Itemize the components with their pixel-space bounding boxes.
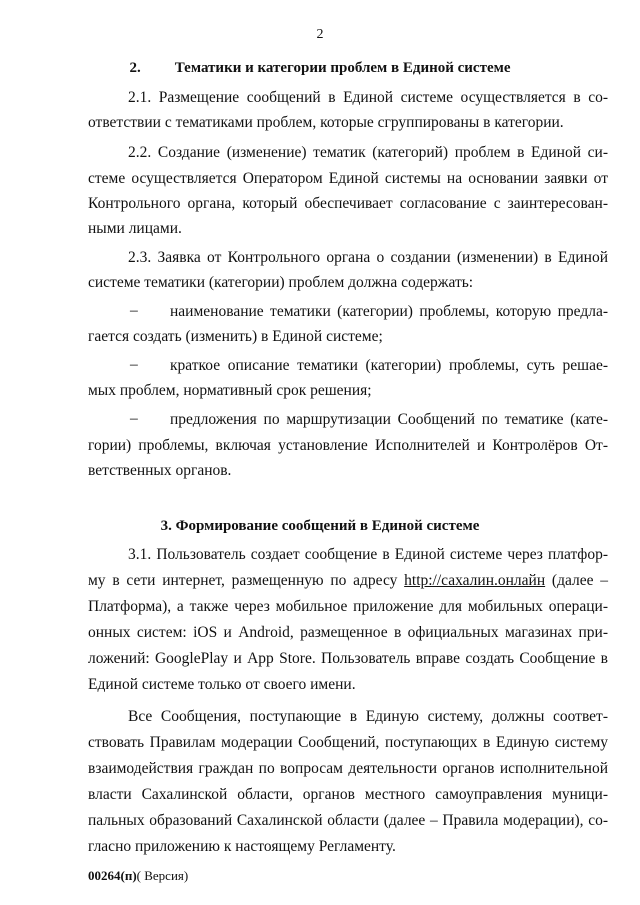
bullet-line: краткое описание тематики (категории) проблемы, суть решае- bbox=[170, 357, 608, 374]
bullet-line: ветственных органов. bbox=[88, 462, 232, 479]
bullet-dash: – bbox=[130, 410, 138, 427]
paragraph-3-1-text: (далее – bbox=[545, 572, 608, 589]
paragraph-3-1-text: му в сети интернет, размещенную по адресу bbox=[88, 572, 405, 589]
bullet-line: предложения по маршрутизации Сообщений по тематике (кате- bbox=[170, 411, 608, 428]
paragraph-3-1-line: онных систем: iOS и Android, размещенное в официальных магазинах при- bbox=[88, 624, 608, 641]
paragraph-2-2-line: 2.2. Создание (изменение) тематик (категорий) проблем в Единой си- bbox=[128, 144, 608, 161]
section-3-heading: 3. Формирование сообщений в Единой системе bbox=[160, 518, 480, 534]
paragraph-3-2-line: взаимодействия граждан по вопросам деятельности органов исполнительной bbox=[88, 760, 608, 777]
paragraph-3-1-line: ложений: GooglePlay и App Store. Пользователь вправе создать Сообщение в bbox=[88, 650, 608, 667]
bullet-dash: – bbox=[130, 356, 138, 373]
bullet-dash: – bbox=[130, 302, 138, 319]
paragraph-2-3-line: системе тематики (категории) проблем должна содержать: bbox=[88, 274, 474, 291]
paragraph-3-2-line: пальных образований Сахалинской области (далее – Правила модерации), со- bbox=[88, 812, 608, 829]
page-number: 2 bbox=[316, 27, 324, 42]
bullet-line: мых проблем, нормативный срок решения; bbox=[88, 382, 372, 399]
paragraph-3-1-line: Единой системе только от своего имени. bbox=[88, 676, 356, 693]
platform-link[interactable]: http://сахалин.онлайн bbox=[404, 572, 546, 589]
bullet-line: наименование тематики (категории) проблемы, которую предла- bbox=[170, 303, 608, 320]
paragraph-3-1-line: Платформа), а также через мобильное приложение для мобильных операци- bbox=[88, 598, 608, 615]
paragraph-3-2-line: гласно приложению к настоящему Регламенту. bbox=[88, 838, 396, 855]
document-code: 00264(п) bbox=[88, 868, 137, 883]
paragraph-3-2-line: власти Сахалинской области, органов местного самоуправления муници- bbox=[88, 786, 608, 803]
document-version: ( Версия) bbox=[136, 868, 189, 883]
paragraph-3-1-line: 3.1. Пользователь создает сообщение в Единой системе через платфор- bbox=[128, 546, 608, 563]
bullet-line: гории) проблемы, включая установление Исполнителей и Контролёров От- bbox=[88, 437, 608, 454]
footer-document-code bbox=[88, 868, 188, 884]
paragraph-2-1-line: 2.1. Размещение сообщений в Единой системе осуществляется в со- bbox=[128, 89, 608, 106]
bullet-line: гается создать (изменить) в Единой системе; bbox=[88, 328, 383, 345]
section-2-title: Тематики и категории проблем в Единой системе bbox=[174, 60, 511, 76]
section-2-number: 2. bbox=[129, 60, 141, 76]
section-2-heading bbox=[0, 60, 640, 77]
paragraph-2-2-line: стеме осуществляется Оператором Единой системы на основании заявки от bbox=[88, 170, 608, 187]
paragraph-2-3-line: 2.3. Заявка от Контрольного органа о создании (изменении) в Единой bbox=[128, 249, 608, 266]
paragraph-2-1-line: ответствии с тематиками проблем, которые сгруппированы в категории. bbox=[88, 114, 564, 131]
paragraph-2-2-line: Контрольного органа, который обеспечивает согласование с заинтересован- bbox=[88, 195, 608, 212]
paragraph-3-1-line bbox=[88, 571, 608, 591]
paragraph-3-2-line: Все Сообщения, поступающие в Единую систему, должны соответ- bbox=[128, 708, 608, 725]
paragraph-2-2-line: ными лицами. bbox=[88, 220, 182, 237]
paragraph-3-2-line: ствовать Правилам модерации Сообщений, поступающих в Единую систему bbox=[88, 734, 608, 751]
